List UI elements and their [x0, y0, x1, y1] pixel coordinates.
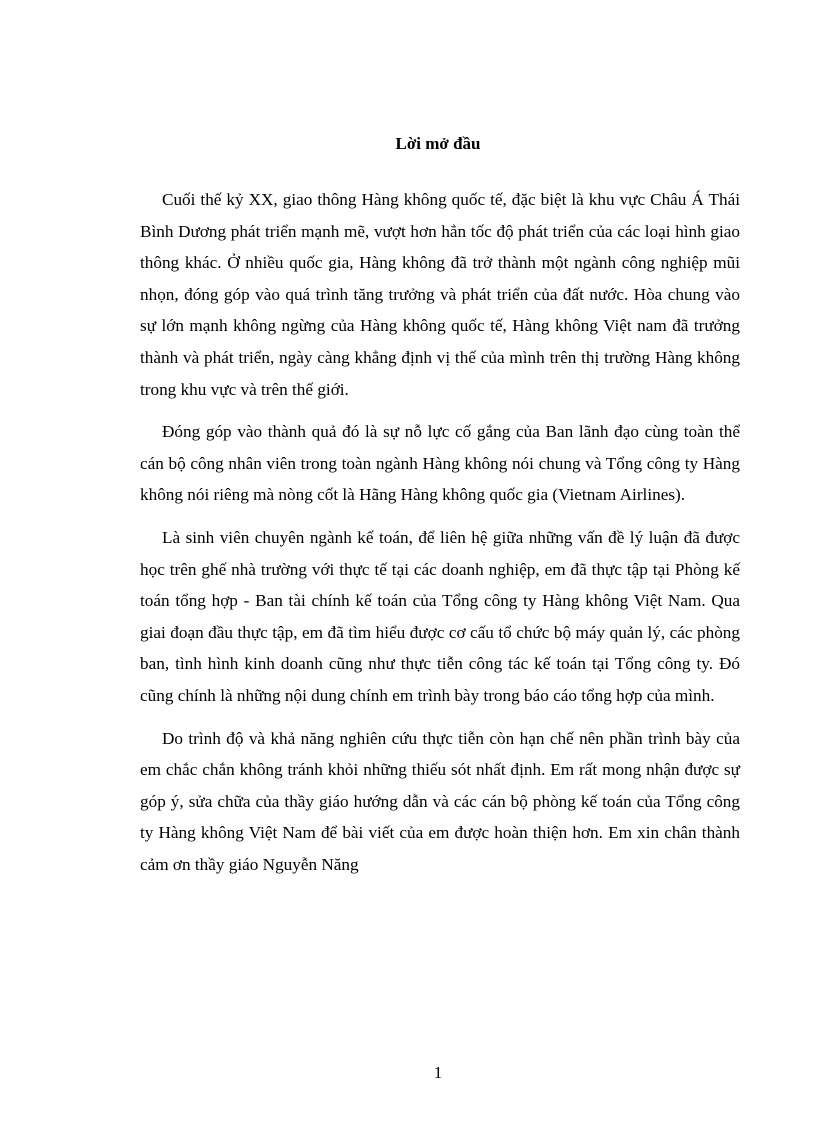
paragraph-1: Cuối thế kỷ XX, giao thông Hàng không quốc tế, đặc biệt là khu vực Châu Á Thái Bình Dương phát triển mạnh mẽ, vượt hơn hẳn tốc độ phát triển của các loại hình giao thông khác. Ở nhiều quốc gia, Hàng không đã trở thành một ngành công nghiệp mũi nhọn, đóng góp vào quá trình tăng trưởng và phát triển của đất nước. Hòa chung vào sự lớn mạnh không ngừng của Hàng không quốc tế, Hàng không Việt nam đã trưởng thành và phát triển, ngày càng khẳng định vị thế của mình trên thị trường Hàng không trong khu vực và trên thế giới. — [140, 190, 740, 399]
paragraph-2: Đóng góp vào thành quả đó là sự nỗ lực cố gắng của Ban lãnh đạo cùng toàn thể cán bộ công nhân viên trong toàn ngành Hàng không nói chung và Tổng công ty Hàng không nói riêng mà nòng cốt là Hãng Hàng không quốc gia (Vietnam Airlines). — [140, 422, 740, 505]
page-number: 1 — [433, 1063, 443, 1082]
page-title: Lời mở đầu — [395, 134, 481, 153]
body-text — [140, 184, 740, 891]
paragraph-4: Do trình độ và khả năng nghiên cứu thực tiễn còn hạn chế nên phần trình bày của em chắc chắn không tránh khỏi những thiếu sót nhất định. Em rất mong nhận được sự góp ý, sửa chữa của thầy giáo hướng dẫn và các cán bộ phòng kế toán của Tổng công ty Hàng không Việt Nam để bài viết của em được hoàn thiện hơn. Em xin chân thành cảm ơn thầy giáo Nguyễn Năng — [140, 728, 740, 874]
paragraph-3: Là sinh viên chuyên ngành kế toán, để liên hệ giữa những vấn đề lý luận đã được học trên ghế nhà trường với thực tế tại các doanh nghiệp, em đã thực tập tại Phòng kế toán tổng hợp - Ban tài chính kế toán của Tổng công ty Hàng không Việt Nam. Qua giai đoạn đầu thực tập, em đã tìm hiểu được cơ cấu tổ chức bộ máy quản lý, các phòng ban, tình hình kinh doanh cũng như thực tiễn công tác kế toán tại Tổng công ty. Đó cũng chính là những nội dung chính em trình bày trong báo cáo tổng hợp của mình. — [140, 527, 740, 705]
